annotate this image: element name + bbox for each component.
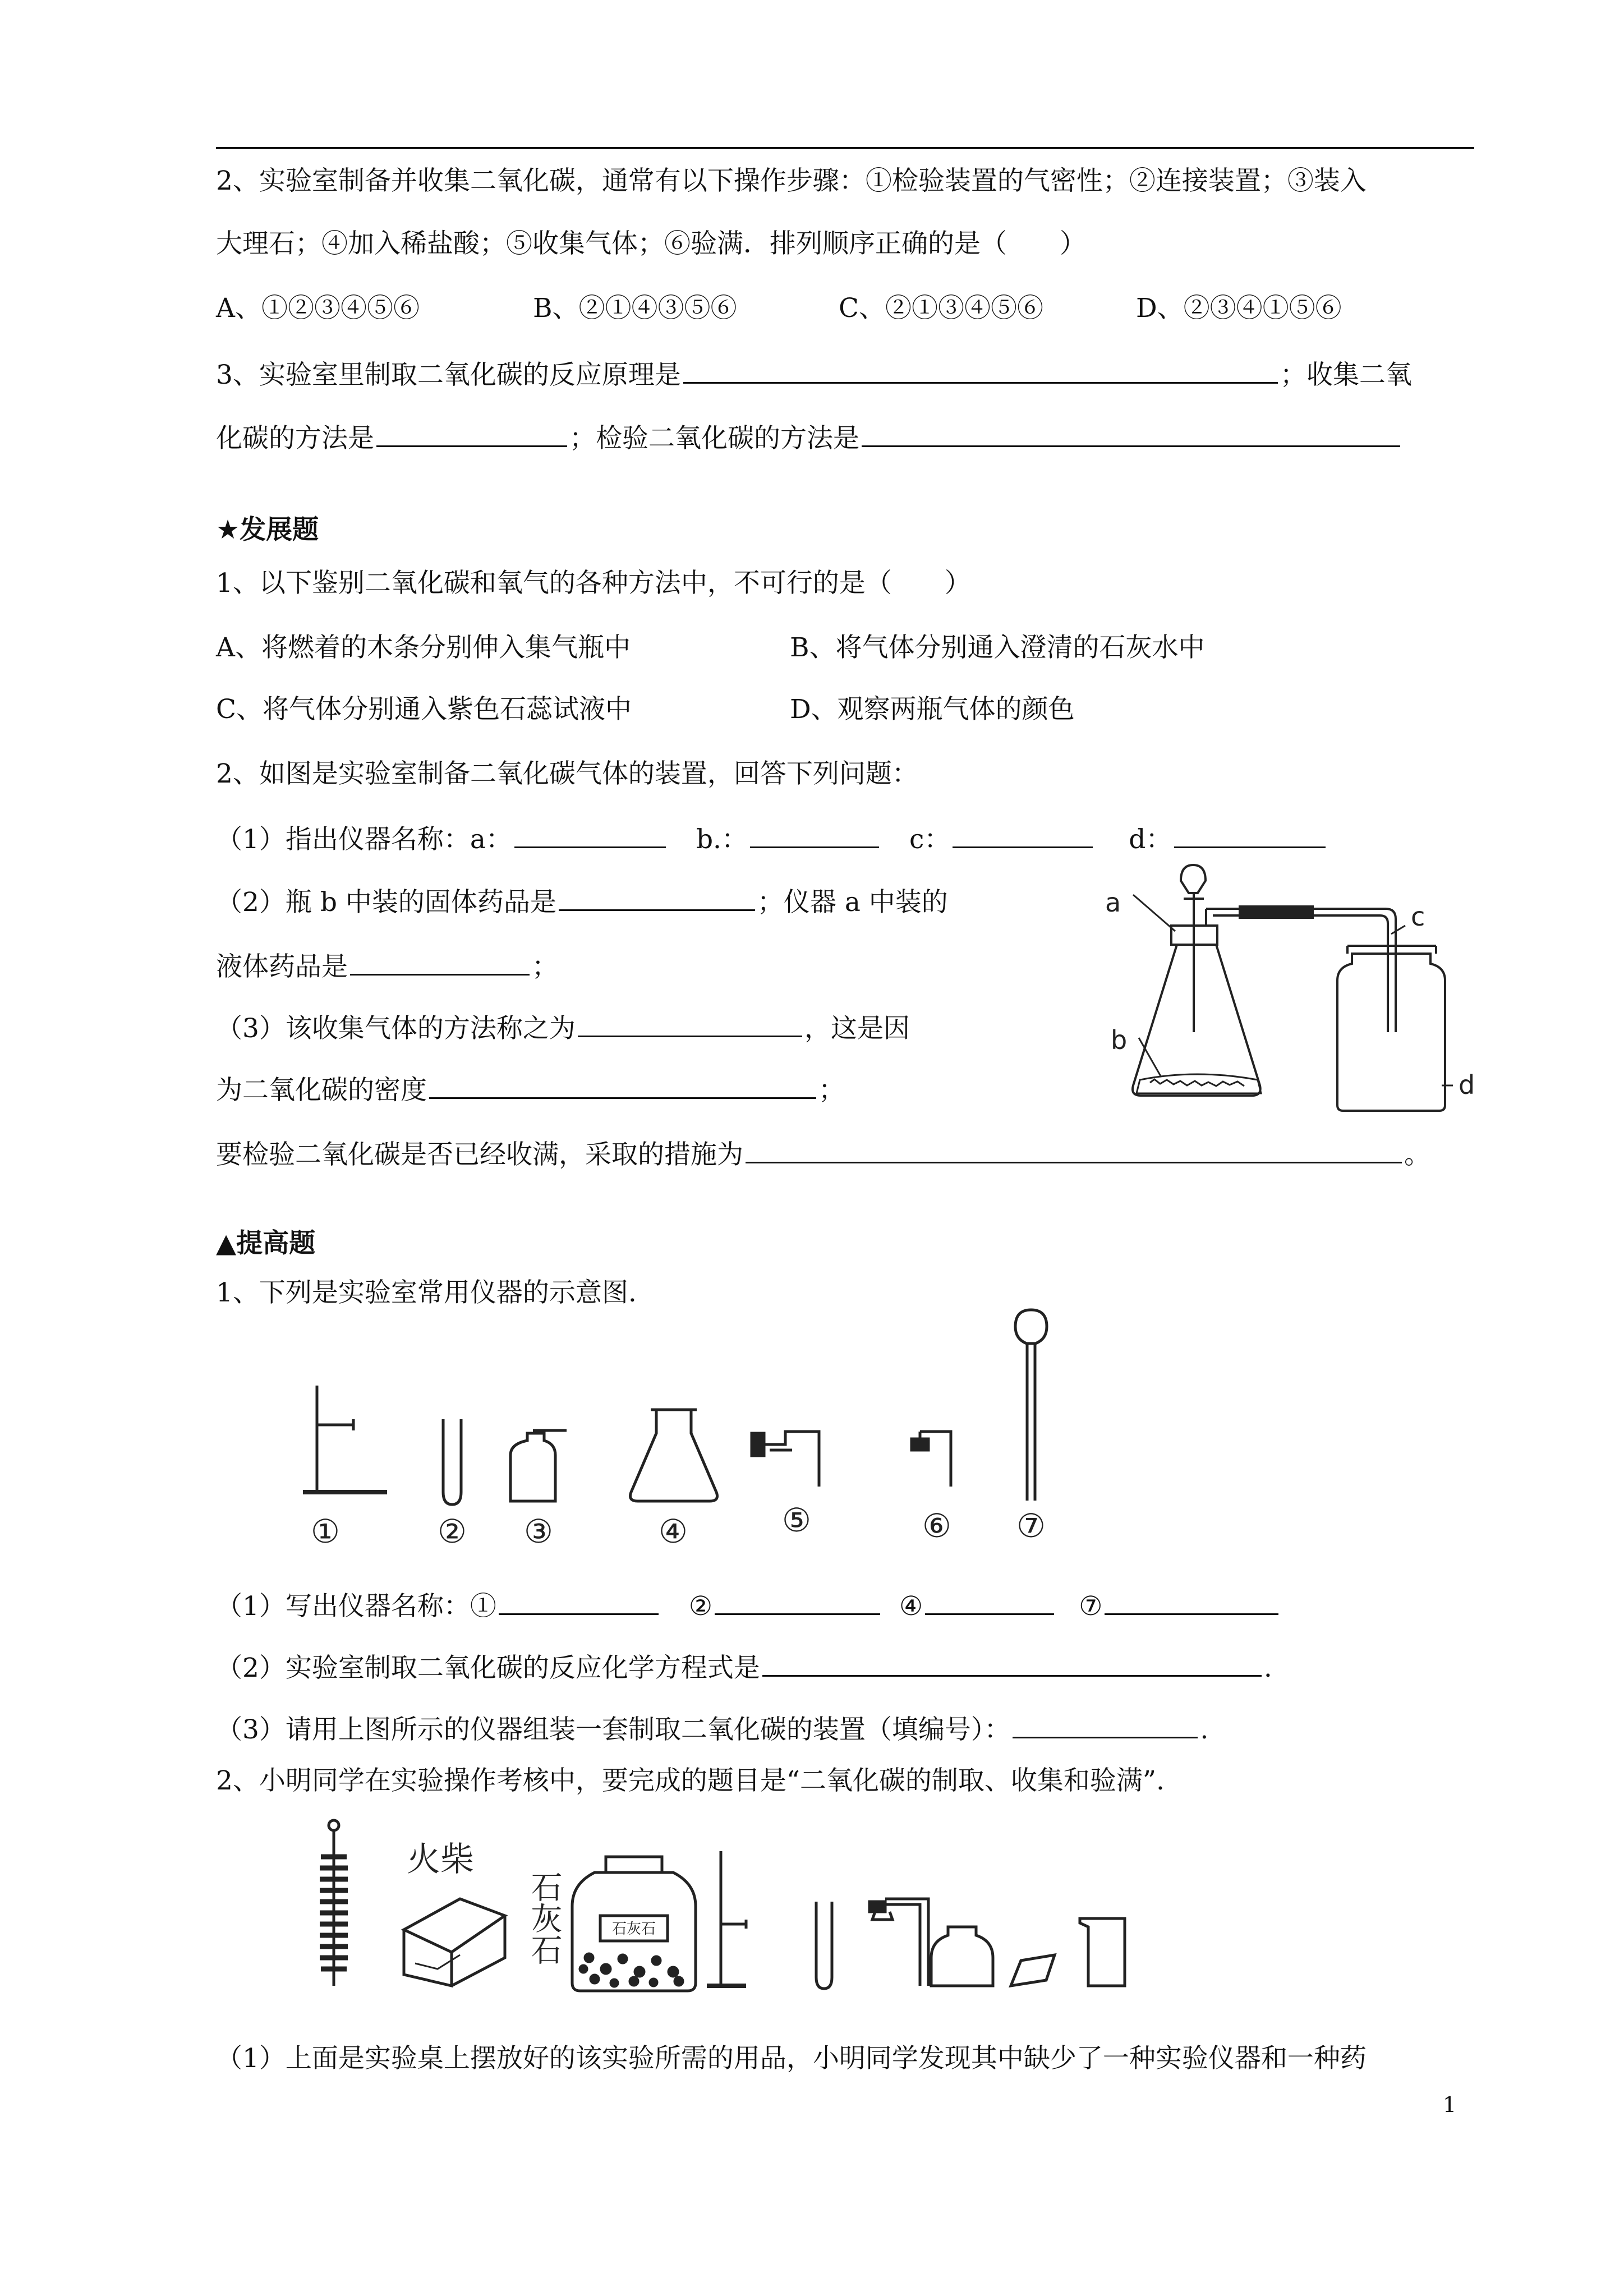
instrument-2-blank[interactable]: [715, 1588, 880, 1615]
co2-apparatus-diagram: [1094, 864, 1475, 1116]
instrument-c-blank[interactable]: [953, 821, 1093, 848]
part3-text-c: 为二氧化碳的密度: [216, 1075, 427, 1106]
improve-q2-stem: 2、小明同学在实验操作考核中，要完成的题目是“二氧化碳的制取、收集和验满”.: [216, 1765, 1165, 1796]
improve-part2-end: .: [1263, 1653, 1272, 1683]
part2-text-b: ；仪器 a 中装的: [757, 887, 948, 918]
develop-q2-stem: 2、如图是实验室制备二氧化碳气体的装置，回答下列问题：: [216, 758, 918, 789]
basic-q2-option-a: A、①②③④⑤⑥: [216, 293, 420, 324]
q3-test-blank[interactable]: [862, 420, 1400, 447]
improve-q1-part2: [216, 1649, 1272, 1685]
limestone-vertical-label: 石灰石: [526, 1871, 563, 1965]
develop-q1-option-d: D、观察两瓶气体的颜色: [790, 694, 1075, 725]
full-check-blank[interactable]: [746, 1136, 1402, 1163]
density-blank[interactable]: [429, 1071, 816, 1099]
basic-q2-option-d: D、②③④①⑤⑥: [1136, 293, 1342, 324]
develop-q2-part2-line1: [216, 884, 948, 919]
lab-items-row: [303, 1818, 1257, 1997]
part3-text-e: 要检验二氧化碳是否已经收满，采取的措施为: [216, 1139, 743, 1170]
page-number: 1: [1443, 2092, 1457, 2117]
matches-label: 火柴: [407, 1840, 474, 1879]
q3-text-d: ；检验二氧化碳的方法是: [569, 423, 859, 454]
improve-part1-2: ②: [688, 1591, 713, 1622]
improve-part3-text: （3）请用上图所示的仪器组装一套制取二氧化碳的装置（填编号）：: [216, 1714, 1011, 1745]
develop-q1-option-b: B、将气体分别通入澄清的石灰水中: [790, 632, 1205, 663]
part3-text-b: ，这是因: [804, 1013, 910, 1044]
improve-part1-label: （1）写出仪器名称：①: [216, 1591, 496, 1622]
basic-q2-line1: 2、实验室制备并收集二氧化碳，通常有以下操作步骤：①检验装置的气密性；②连接装置；③装入: [216, 165, 1367, 196]
basic-q3-line1: [216, 356, 1412, 392]
improve-part2-text: （2）实验室制取二氧化碳的反应化学方程式是: [216, 1653, 760, 1683]
instrument-number-4: ④: [659, 1512, 688, 1550]
develop-q2-part1: [216, 821, 1328, 857]
part3-text-d: ；: [818, 1075, 845, 1106]
instrument-number-5: ⑤: [782, 1501, 811, 1539]
develop-q2-part3-line3: [216, 1136, 1430, 1172]
part2-text-d: ；: [532, 951, 558, 982]
improve-part3-end: .: [1200, 1714, 1209, 1745]
instrument-7-blank[interactable]: [1105, 1588, 1278, 1615]
equation-blank[interactable]: [762, 1649, 1262, 1677]
instrument-a-blank[interactable]: [514, 821, 666, 848]
solid-reagent-blank[interactable]: [559, 884, 755, 911]
part2-text-c: 液体药品是: [216, 951, 348, 982]
liquid-reagent-blank[interactable]: [350, 948, 530, 976]
jar-label: 石灰石: [611, 1921, 656, 1938]
develop-q1-option-c: C、将气体分别通入紫色石蕊试液中: [216, 694, 632, 725]
instrument-b-blank[interactable]: [750, 821, 879, 848]
develop-q1-option-a: A、将燃着的木条分别伸入集气瓶中: [216, 632, 631, 663]
develop-q1-stem: 1、以下鉴别二氧化碳和氧气的各种方法中，不可行的是（ ）: [216, 568, 971, 599]
improve-q2-part1: （1）上面是实验桌上摆放好的该实验所需的用品，小明同学发现其中缺少了一种实验仪器和一种药: [216, 2043, 1367, 2074]
instrument-number-2: ②: [438, 1512, 467, 1550]
q3-text-a: 3、实验室里制取二氧化碳的反应原理是: [216, 360, 681, 390]
assembly-blank[interactable]: [1013, 1711, 1198, 1738]
part3-text-a: （3）该收集气体的方法称之为: [216, 1013, 576, 1044]
instrument-number-6: ⑥: [922, 1507, 951, 1545]
basic-q2-line2: 大理石；④加入稀盐酸；⑤收集气体；⑥验满．排列顺序正确的是（ ）: [216, 228, 1086, 259]
instruments-row: [292, 1307, 1133, 1554]
diagram-label-d: d: [1459, 1070, 1475, 1100]
part1-d-label: d：: [1129, 824, 1172, 855]
iron-stand-figure: [303, 1386, 387, 1492]
diagram-label-c: c: [1411, 901, 1425, 932]
instrument-number-3: ③: [524, 1512, 553, 1550]
develop-q2-part3-line1: [216, 1010, 910, 1046]
part1-c-label: c：: [909, 824, 951, 855]
q3-collect-blank[interactable]: [376, 420, 567, 447]
instrument-number-1: ①: [311, 1512, 340, 1550]
diagram-label-b: b: [1111, 1025, 1128, 1055]
basic-q2-option-c: C、②①③④⑤⑥: [839, 293, 1043, 324]
part1-b-label: b.：: [696, 824, 748, 855]
improve-heading: ▲提高题: [216, 1228, 316, 1259]
instrument-number-7: ⑦: [1016, 1507, 1046, 1545]
improve-q1-part3: [216, 1711, 1208, 1747]
part2-text-a: （2）瓶 b 中装的固体药品是: [216, 887, 556, 918]
improve-part1-7: ⑦: [1079, 1591, 1103, 1622]
header-rule: [216, 147, 1474, 149]
part1-label: （1）指出仪器名称：a：: [216, 824, 512, 855]
q3-reaction-blank[interactable]: [683, 356, 1278, 384]
diagram-label-a: a: [1105, 887, 1121, 918]
develop-q2-part3-line2: [216, 1071, 845, 1107]
develop-q2-part2-line2: [216, 948, 558, 984]
develop-heading: ★发展题: [216, 514, 319, 545]
basic-q2-option-b: B、②①④③⑤⑥: [533, 293, 737, 324]
part3-text-f: 。: [1404, 1139, 1430, 1170]
improve-q1-stem: 1、下列是实验室常用仪器的示意图.: [216, 1277, 637, 1308]
improve-q1-part1: [216, 1588, 1281, 1623]
q3-text-b: ；收集二氧: [1280, 360, 1412, 390]
instrument-1-blank[interactable]: [499, 1588, 659, 1615]
test-tube-brush-figure: [320, 1820, 348, 1986]
instrument-4-blank[interactable]: [925, 1588, 1054, 1615]
basic-q3-line2: [216, 420, 1402, 455]
instrument-d-blank[interactable]: [1174, 821, 1326, 848]
improve-part1-4: ④: [899, 1591, 923, 1622]
collect-method-blank[interactable]: [578, 1010, 802, 1037]
q3-text-c: 化碳的方法是: [216, 423, 374, 454]
